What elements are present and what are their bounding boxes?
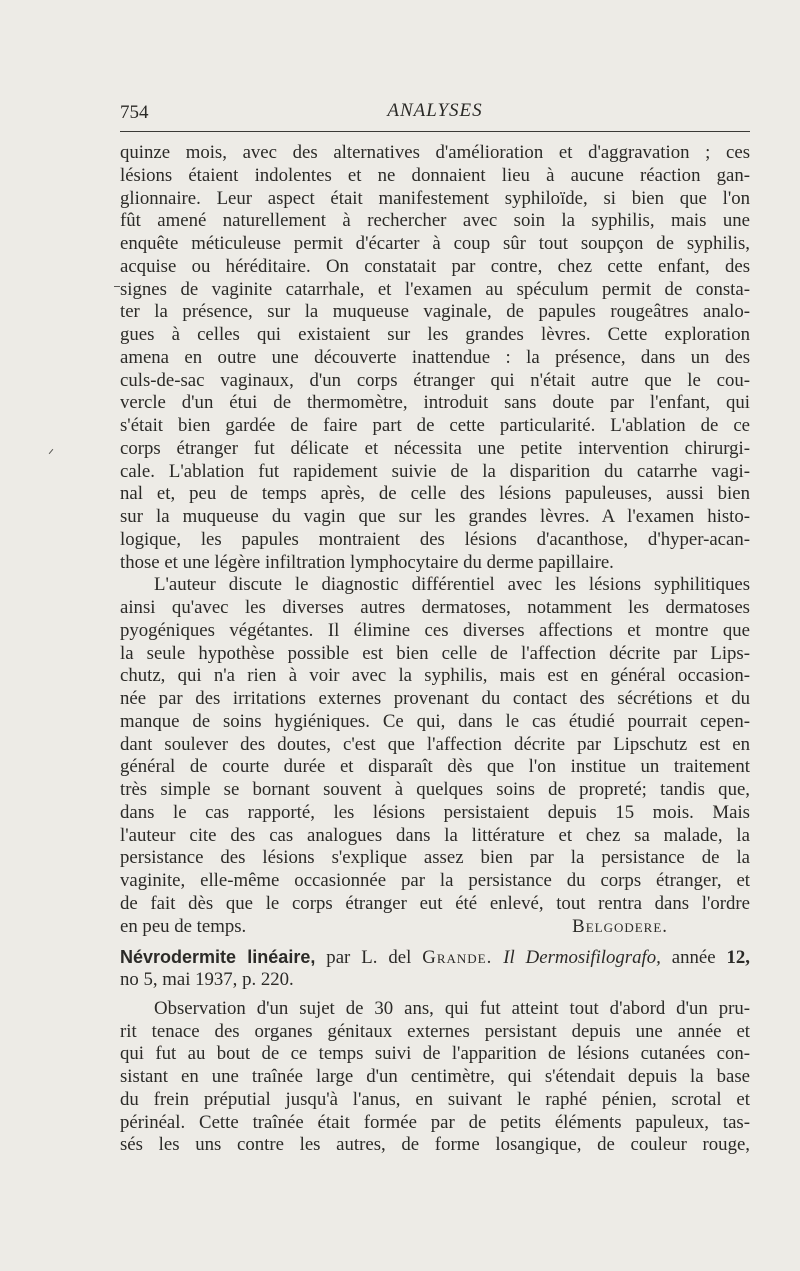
page-body (120, 142, 750, 1157)
text-line: those et une légère infiltration lymphocytaire du derme papillaire. (120, 551, 614, 573)
text-line: Observation d'un sujet de 30 ans, qui fut atteint tout d'abord d'un pru- (154, 997, 750, 1019)
text-line: qui fut au bout de ce temps suivi de l'apparition de lésions cutanées con- (120, 1043, 750, 1065)
text-line: dans le cas rapporté, les lésions persistaient depuis 15 mois. Mais (120, 801, 750, 823)
text-line: sés les uns contre les autres, de forme losangique, de couleur rouge, (120, 1134, 750, 1156)
page-header (120, 100, 750, 128)
text-line: sistant en une traînée large d'un centimètre, qui s'étendait depuis la base (120, 1066, 750, 1087)
page-number: 754 (120, 102, 149, 123)
text-line: amena en outre une découverte inattendue : la présence, dans un des (120, 346, 750, 368)
text-line: cale. L'ablation fut rapidement suivie de la disparition du catarrhe vagi- (120, 460, 750, 482)
text-line: s'était bien gardée de faire part de cette particularité. L'ablation de ce (120, 415, 750, 436)
running-title: ANALYSES (387, 100, 483, 121)
article-by: par L. del (326, 947, 412, 969)
text-line: L'auteur discute le diagnostic différentiel avec les lésions syphilitiques (154, 574, 750, 596)
text-line: vaginite, elle-même occasionnée par la persistance du corps étranger, et (120, 870, 750, 891)
article-heading (120, 946, 750, 992)
text-line: périnéal. Cette traînée était formée par de petits éléments papuleux, tas- (120, 1111, 750, 1133)
article-volume: 12, (726, 947, 750, 969)
text-line: ainsi qu'avec les diverses autres dermatoses, notamment les dermatoses (120, 597, 750, 618)
text-line: signes de vaginite catarrhale, et l'examen au spéculum permit de consta- (120, 278, 750, 300)
text-line: quinze mois, avec des alternatives d'amélioration et d'aggravation ; ces (120, 142, 750, 163)
text-line: logique, les papules montraient des lésions d'acanthose, d'hyper-acan- (120, 528, 750, 550)
text-line: acquise ou héréditaire. On constatait par contre, chez cette enfant, des (120, 255, 750, 277)
closing-line (120, 916, 750, 939)
closing-text: en peu de temps. (120, 915, 247, 937)
article-year-label: année (671, 947, 716, 969)
paragraph (120, 574, 750, 915)
text-line: dant soulever des doutes, c'est que l'affection décrite par Lipschutz est en (120, 733, 750, 755)
article-journal: Il Dermosifilografo, (503, 947, 661, 969)
text-line: glionnaire. Leur aspect était manifestement syphiloïde, si bien que l'on (120, 187, 750, 209)
text-line: sur la muqueuse du vagin que sur les grandes lèvres. A l'examen histo- (120, 506, 750, 527)
paragraph (120, 142, 750, 574)
text-line: gues à celles qui existaient sur les grandes lèvres. Cette exploration (120, 324, 750, 345)
review-signature: Belgodere. (572, 915, 668, 937)
text-line: de fait dès que le corps étranger eut été enlevé, tout rentra dans l'ordre (120, 892, 750, 914)
article-issue: no 5, mai 1937, p. 220. (120, 969, 294, 990)
text-line: l'auteur cite des cas analogues dans la littérature et chez sa malade, la (120, 824, 750, 846)
text-line: la seule hypothèse possible est bien celle de l'affection décrite par Lips- (120, 642, 750, 664)
text-line: lésions étaient indolentes et ne donnaient lieu à aucune réaction gan- (120, 164, 750, 186)
header-rule (120, 131, 750, 132)
text-line: vercle d'un étui de thermomètre, introduit sans doute par l'enfant, qui (120, 392, 750, 414)
text-line: ter la présence, sur la muqueuse vaginale, de papules rougeâtres analo- (120, 301, 750, 323)
text-line: persistance des lésions s'explique assez bien par la persistance de la (120, 847, 750, 869)
text-line: du frein préputial jusqu'à l'anus, en suivant le raphé pénien, scrotal et (120, 1088, 750, 1110)
text-line: corps étranger fut délicate et nécessita une petite intervention chirurgi- (120, 437, 750, 459)
paragraph (120, 998, 750, 1157)
text-line: nal et, peu de temps après, de celle des lésions papuleuses, aussi bien (120, 483, 750, 505)
text-line: chutz, qui n'a rien à voir avec la syphilis, mais est en général occasion- (120, 665, 750, 687)
text-line: enquête méticuleuse permit d'écarter à coup sûr tout soupçon de syphilis, (120, 233, 750, 254)
text-line: pyogéniques végétantes. Il élimine ces diverses affections et montre que (120, 619, 750, 641)
text-line: culs-de-sac vaginaux, d'un corps étranger qui n'était autre que le cou- (120, 369, 750, 391)
text-line: rit tenace des organes génitaux externes persistant depuis une année et (120, 1020, 750, 1042)
text-line: général de courte durée et disparaît dès que l'on institue un traitement (120, 756, 750, 778)
text-line: très simple se bornant souvent à quelques soins de propreté; tandis que, (120, 779, 750, 800)
text-line: manque de soins hygiéniques. Ce qui, dans le cas étudié pourrait cepen- (120, 710, 750, 732)
article-title: Névrodermite linéaire, (120, 947, 316, 968)
article-author: Grande. (422, 947, 493, 969)
margin-mark (49, 449, 54, 454)
text-line: fût amené naturellement à rechercher avec soin la syphilis, mais une (120, 210, 750, 232)
text-line: née par des irritations externes provenant du contact des sécrétions et du (120, 688, 750, 709)
